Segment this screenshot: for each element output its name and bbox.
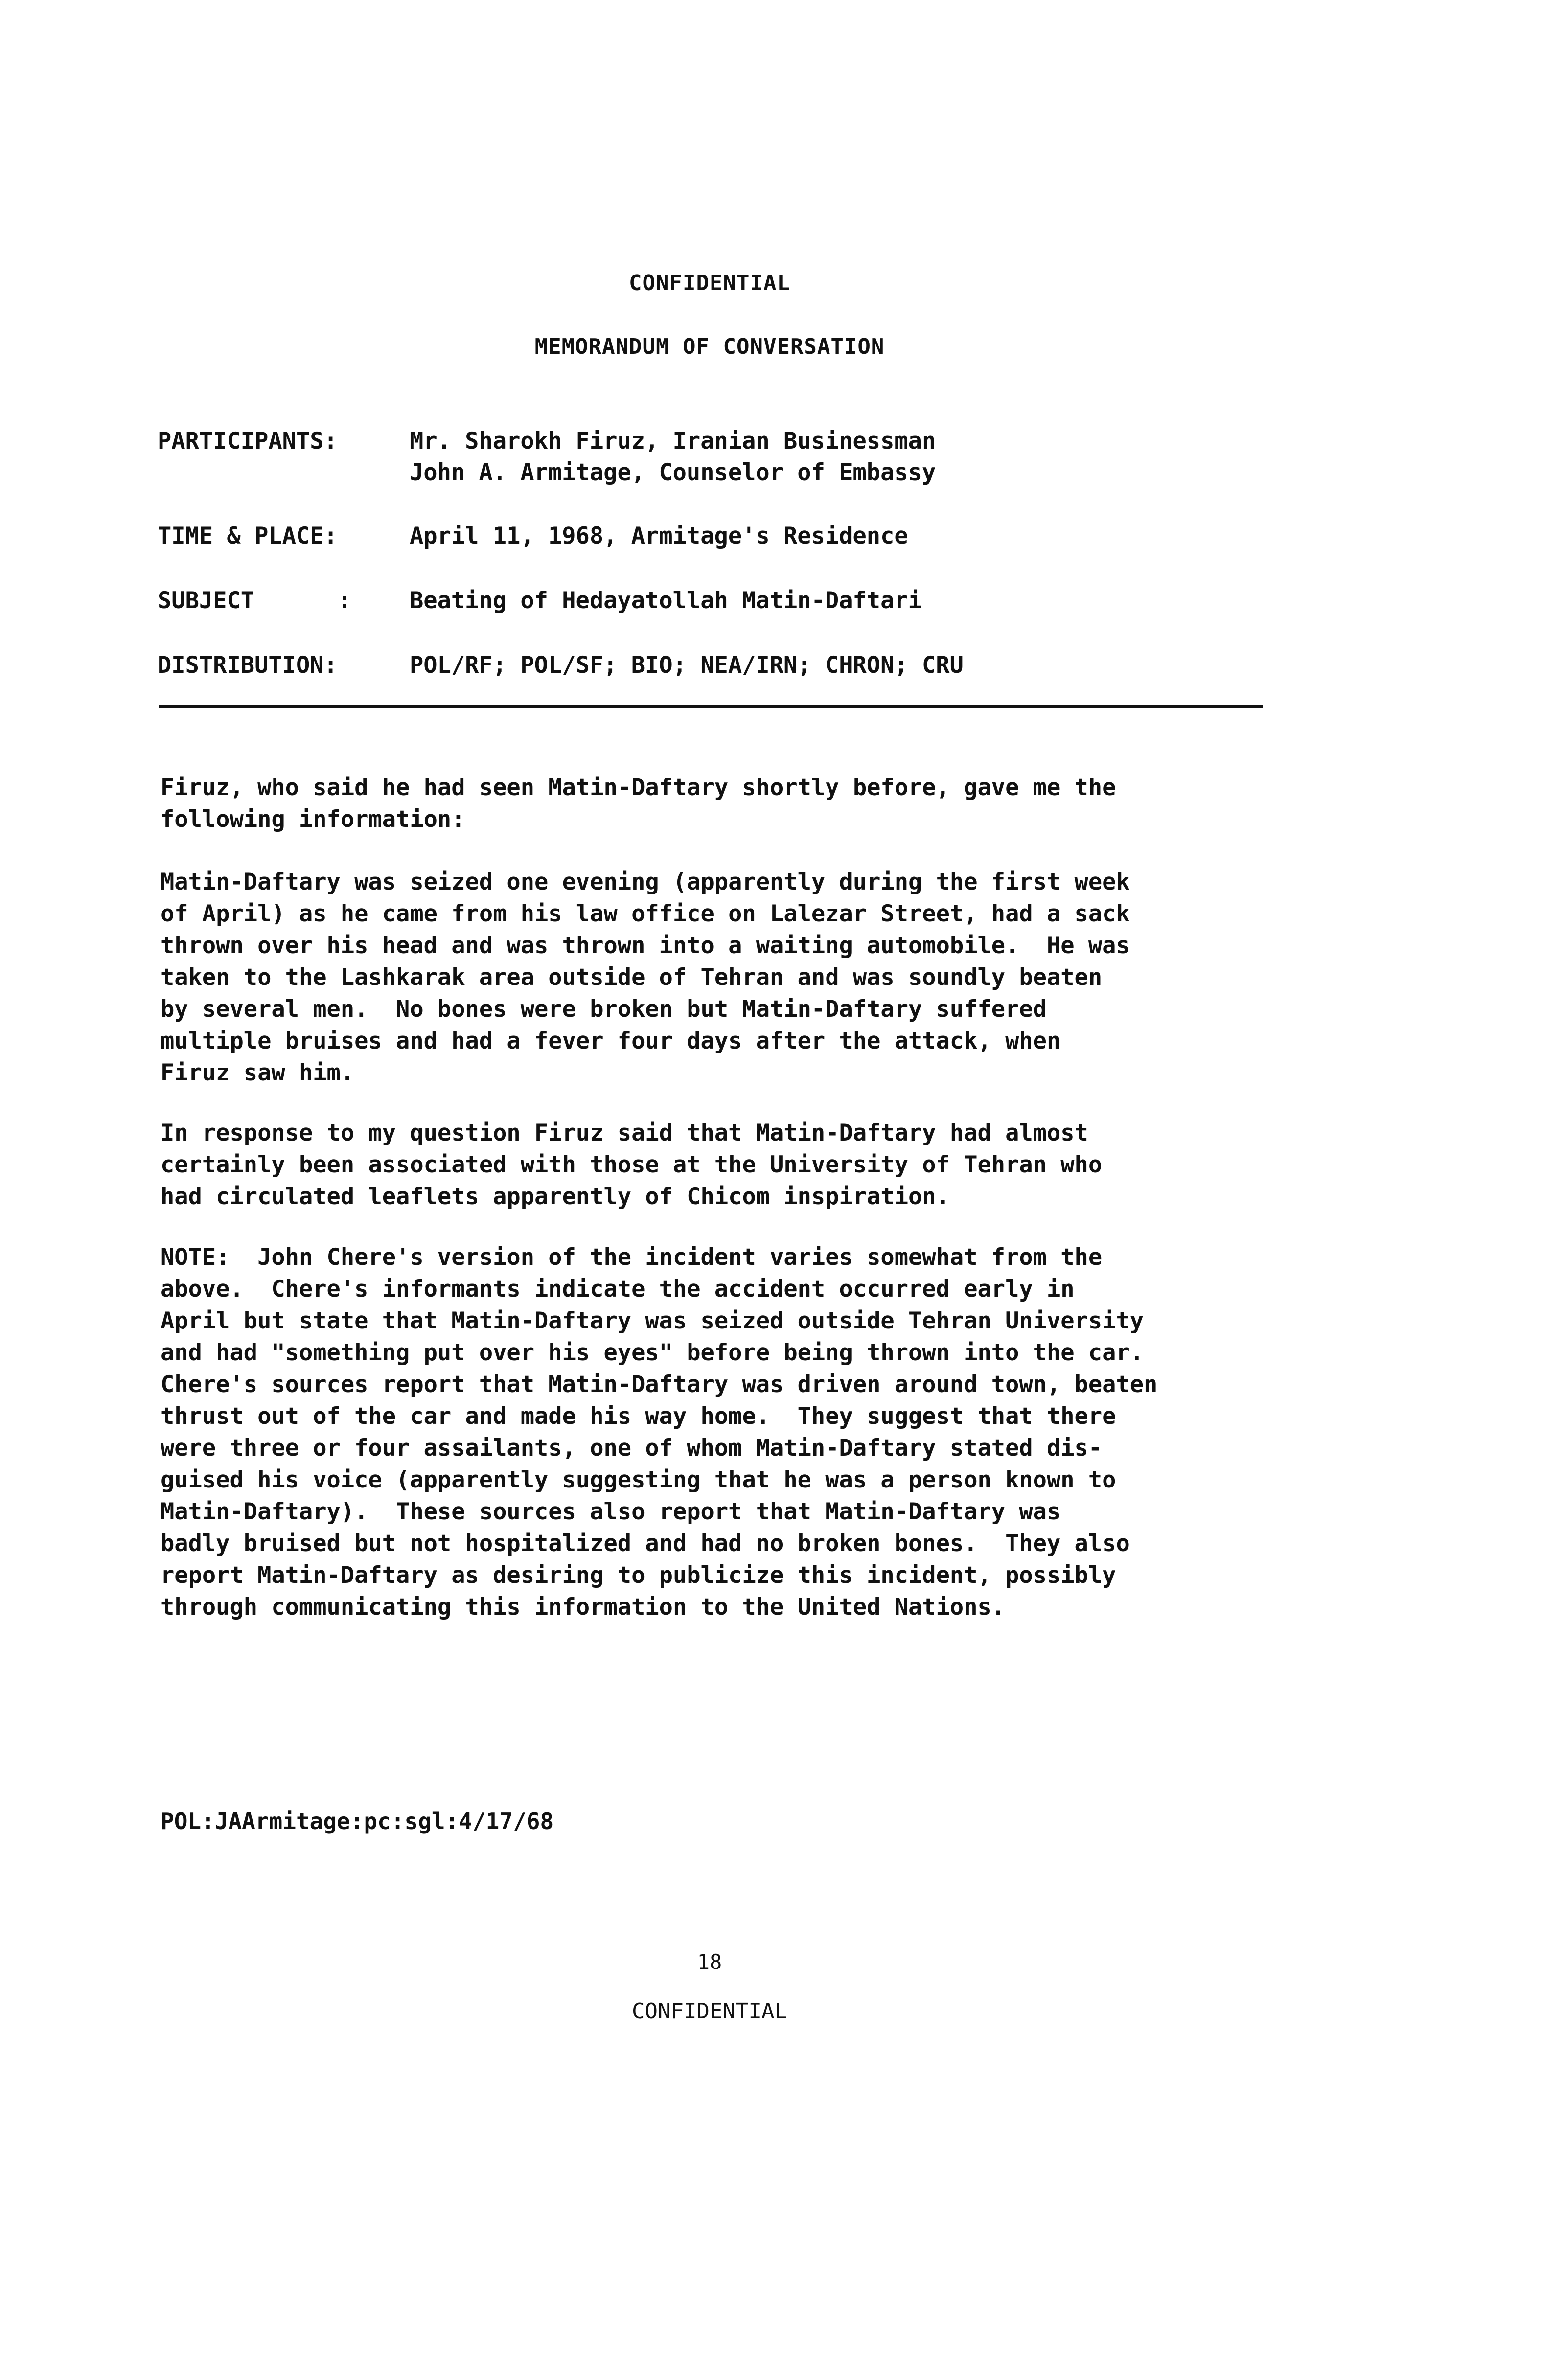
paragraph-intro: Firuz, who said he had seen Matin-Daftary shortly before, gave me the following information: <box>161 774 1116 833</box>
participants-label: PARTICIPANTS: <box>158 428 338 455</box>
page-number: 18 <box>697 1950 722 1974</box>
distribution-row <box>158 650 1332 681</box>
time-place-value: April 11, 1968, Armitage's Residence <box>410 523 908 549</box>
distribution-value: POL/RF; POL/SF; BIO; NEA/IRN; CHRON; CRU <box>410 652 964 679</box>
classification-footer: CONFIDENTIAL <box>632 1999 787 2024</box>
distribution-label: DISTRIBUTION: <box>158 652 338 679</box>
classification-header: CONFIDENTIAL <box>629 271 790 296</box>
participant-2: John A. Armitage, Counselor of Embassy <box>410 459 936 486</box>
drafting-code: POL:JAArmitage:pc:sgl:4/17/68 <box>161 1808 554 1834</box>
subject-label: SUBJECT : <box>158 587 352 614</box>
time-place-label: TIME & PLACE: <box>158 523 338 549</box>
subject-row <box>158 585 1332 617</box>
paragraph-response: In response to my question Firuz said that Matin-Daftary had almost certainly been associated with those at the University of Tehran who had circulated leaflets apparently of Chicom inspiration. <box>161 1120 1103 1210</box>
subject-value: Beating of Hedayatollah Matin-Daftari <box>410 587 922 614</box>
time-place-row <box>158 521 1332 552</box>
participants-row <box>158 426 1332 494</box>
participant-1: Mr. Sharokh Firuz, Iranian Businessman <box>410 428 936 455</box>
paragraph-incident: Matin-Daftary was seized one evening (apparently during the first week of April) as he came from his law office on Lalezar Street, had a sack thrown over his head and was thrown into a waiting automobile. He was taken to the Lashkarak area outside of Tehran and was soundly beaten by several men. No bones were broken but Matin-Daftary suffered multiple bruises and had a fever four days after the attack, when Firuz saw him. <box>161 869 1130 1086</box>
document-title: MEMORANDUM OF CONVERSATION <box>534 334 885 359</box>
separator-rule <box>159 705 1263 708</box>
paragraph-note: NOTE: John Chere's version of the incident varies somewhat from the above. Chere's informants indicate the accident occurred early in April but state that Matin-Daftary was seized outside Tehran University and had "something put over his eyes" before being thrown into the car. Chere's sources report that Matin-Daftary was driven around town, beaten thrust out of the car and made his way home. They suggest that there were three or four assailants, one of whom Matin-Daftary stated dis- guised his voice (apparently suggesting that he was a person known to Matin-Daftary). These sources also report that Matin-Daftary was badly bruised but not hospitalized and had no broken bones. They also report Matin-Daftary as desiring to publicize this incident, possibly through communicating this information to the United Nations. <box>161 1244 1158 1621</box>
